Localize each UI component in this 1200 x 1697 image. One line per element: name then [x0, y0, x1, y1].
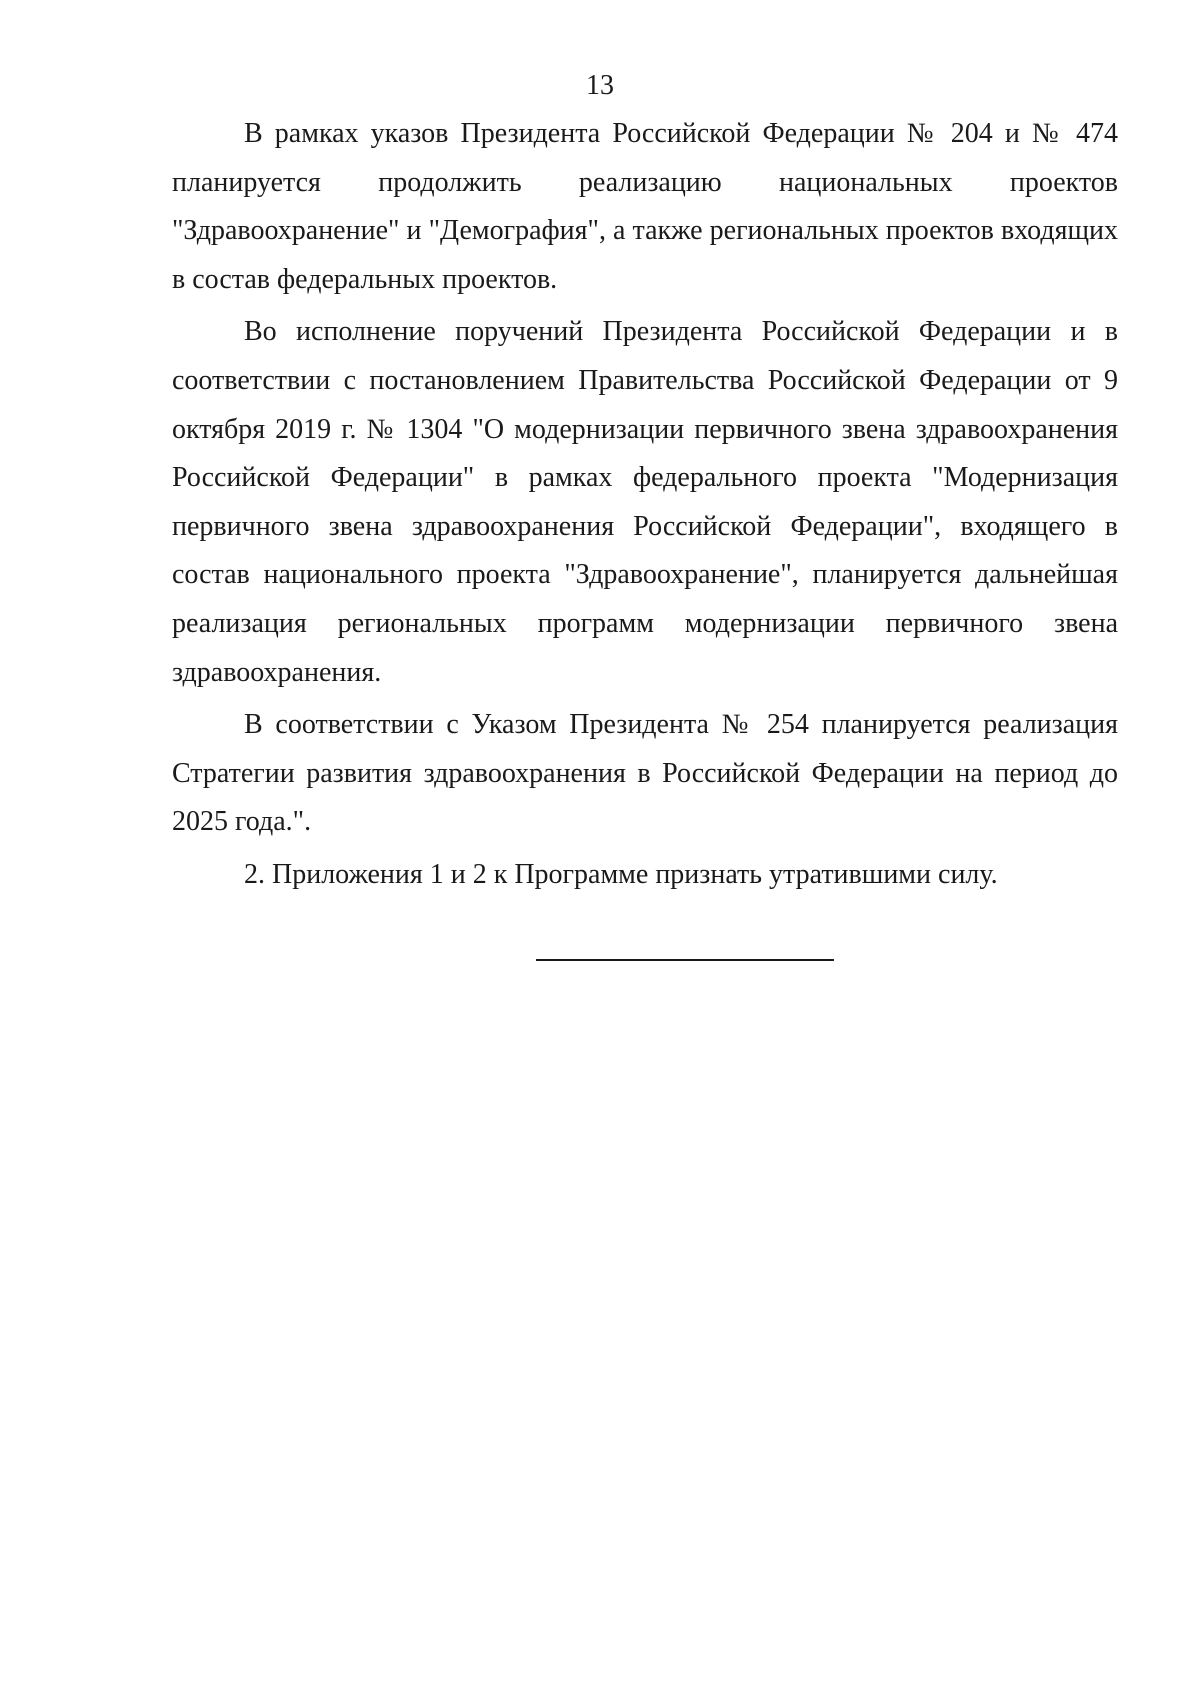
document-body — [172, 110, 1118, 904]
paragraph-national-projects: В рамках указов Президента Российской Федерации № 204 и № 474 планируется продолжить реализацию национальных проектов "Здравоохранение" и "Демография", а также региональных проектов входящих в состав федеральных проектов. — [172, 118, 1118, 295]
paragraph-appendices-void: 2. Приложения 1 и 2 к Программе признать утратившими силу. — [244, 858, 998, 890]
paragraph-health-strategy: В соответствии с Указом Президента № 254 планируется реализация Стратегии развития здравоохранения в Российской Федерации на период до 2025 года.". — [172, 709, 1118, 838]
page-number: 13 — [586, 70, 614, 101]
paragraph-primary-care-modernization: Во исполнение поручений Президента Российской Федерации и в соответствии с постановлением Правительства Российской Федерации от 9 октября 2019 г. № 1304 "О модернизации первичного звена здравоохранения Российской Федерации" в рамках федерального проекта "Модернизация первичного звена здравоохранения Российской Федерации", входящего в состав национального проекта "Здравоохранение", планируется дальнейшая реализация региональных программ модернизации первичного звена здравоохранения. — [172, 316, 1118, 688]
end-separator-line — [536, 959, 834, 961]
